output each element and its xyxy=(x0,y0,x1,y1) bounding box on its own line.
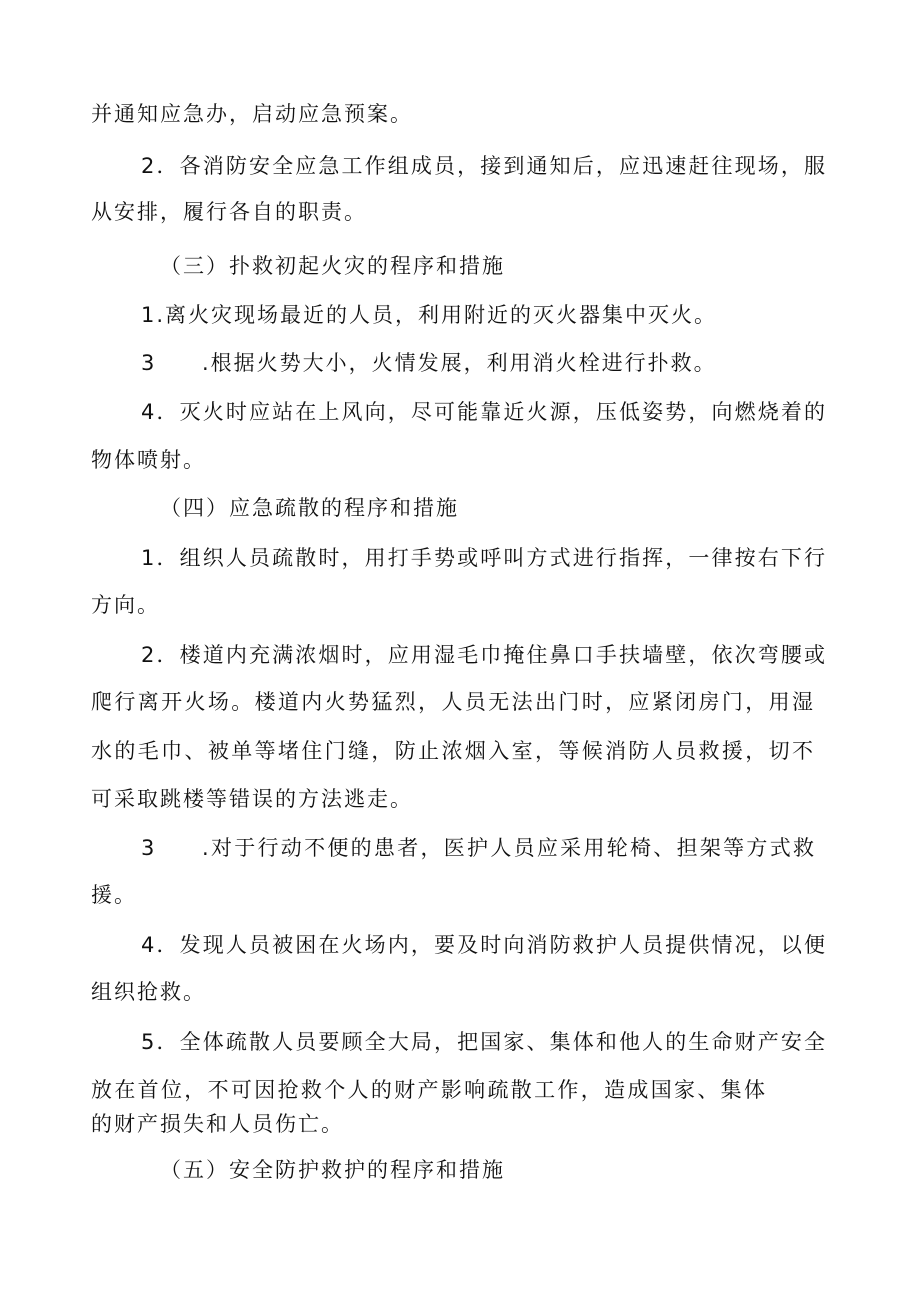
section-heading: （四）应急疏散的程序和措施 xyxy=(160,496,459,520)
paragraph-line: 4．灭火时应站在上风向，尽可能靠近火源，压低姿势，向燃烧着的 xyxy=(141,400,827,424)
paragraph-line: 放在首位，不可因抢救个人的财产影响疏散工作，造成国家、集体 xyxy=(91,1078,767,1102)
paragraph-line: 2．各消防安全应急工作组成员，接到通知后，应迅速赶往现场，服 xyxy=(141,154,827,178)
paragraph-line: 援。 xyxy=(91,883,137,907)
paragraph-line: .根据火势大小，火情发展，利用消火栓进行扑救。 xyxy=(202,351,717,375)
paragraph-line: 2．楼道内充满浓烟时，应用湿毛巾掩住鼻口手扶墙壁，依次弯腰或 xyxy=(141,643,827,667)
paragraph-line: 1．组织人员疏散时，用打手势或呼叫方式进行指挥，一律按右下行 xyxy=(141,546,827,570)
paragraph-line: 从安排，履行各自的职责。 xyxy=(91,200,367,224)
section-heading: （三）扑救初起火灾的程序和措施 xyxy=(160,254,505,278)
paragraph-line: .对于行动不便的患者，医护人员应采用轮椅、担架等方式救 xyxy=(202,836,816,860)
paragraph-line: 1.离火灾现场最近的人员，利用附近的灭火器集中灭火。 xyxy=(141,303,718,327)
paragraph-line: 并通知应急办，启动应急预案。 xyxy=(91,102,413,126)
paragraph-line: 5．全体疏散人员要顾全大局，把国家、集体和他人的生命财产安全 xyxy=(141,1030,827,1054)
list-number: 3 xyxy=(141,351,157,375)
section-heading: （五）安全防护救护的程序和措施 xyxy=(160,1158,505,1182)
paragraph-line: 可采取跳楼等错误的方法逃走。 xyxy=(91,787,413,811)
paragraph-line: 水的毛巾、被单等堵住门缝，防止浓烟入室，等候消防人员救援，切不 xyxy=(91,739,815,763)
paragraph-line: 方向。 xyxy=(91,593,160,617)
list-number: 3 xyxy=(141,836,157,860)
paragraph-line: 组织抢救。 xyxy=(91,980,206,1004)
paragraph-line: 4．发现人员被困在火场内，要及时向消防救护人员提供情况，以便 xyxy=(141,933,827,957)
paragraph-line: 的财产损失和人员伤亡。 xyxy=(91,1112,344,1136)
paragraph-line: 物体喷射。 xyxy=(91,448,206,472)
paragraph-line: 爬行离开火场。楼道内火势猛烈，人员无法出门时，应紧闭房门，用湿 xyxy=(91,690,815,714)
